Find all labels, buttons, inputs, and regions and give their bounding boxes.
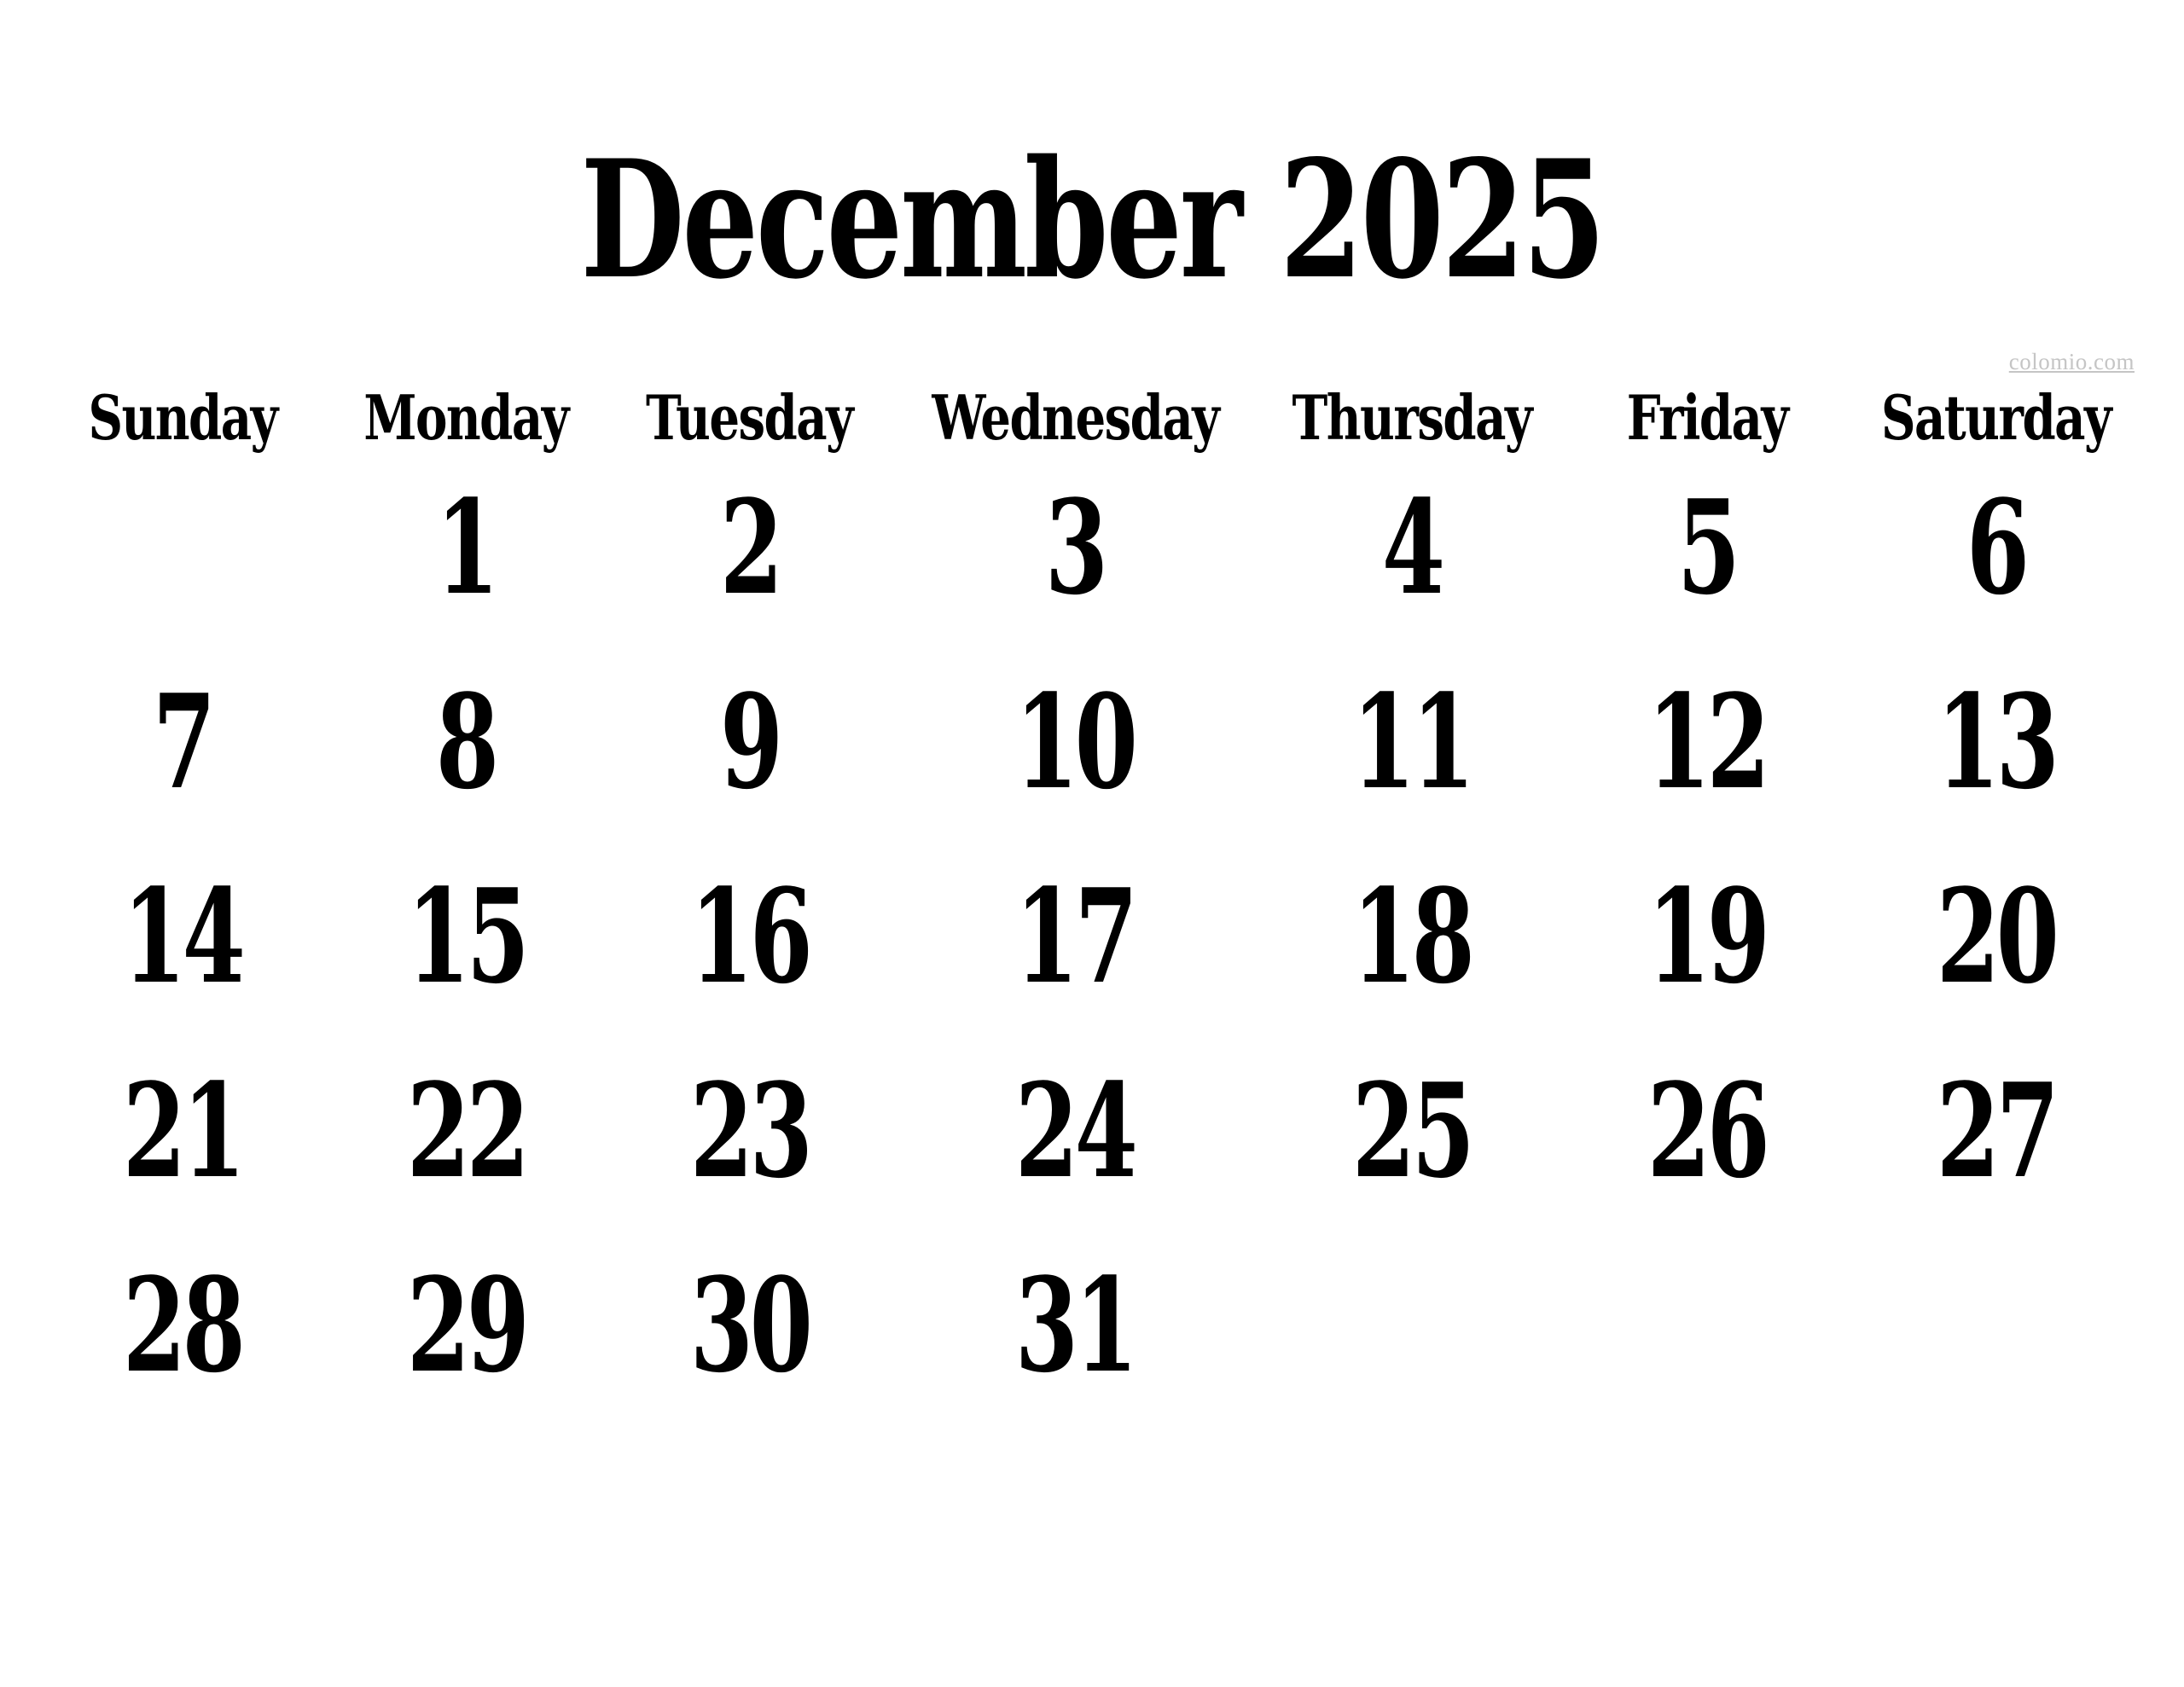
day-number: 3 xyxy=(1044,471,1105,623)
day-cell xyxy=(324,665,607,877)
weekday-header-sunday: Sunday xyxy=(88,381,277,454)
calendar-title: December 2025 xyxy=(580,125,1604,315)
weekday-header-saturday: Saturday xyxy=(1880,381,2111,454)
day-number: 15 xyxy=(406,860,526,1012)
day-cell xyxy=(607,1249,891,1460)
day-number: 31 xyxy=(1015,1249,1135,1401)
day-cell xyxy=(324,471,607,682)
day-number: 13 xyxy=(1936,665,2056,818)
weekday-header-friday: Friday xyxy=(1626,381,1788,454)
day-cell xyxy=(607,860,891,1071)
calendar-grid xyxy=(41,381,2143,1460)
day-number: 9 xyxy=(719,665,780,818)
day-cell xyxy=(1565,860,1849,1071)
day-cell xyxy=(1849,665,2143,877)
day-number: 27 xyxy=(1936,1054,2056,1207)
day-cell xyxy=(41,860,324,1071)
day-cell xyxy=(41,1054,324,1266)
day-cell xyxy=(1849,1054,2143,1266)
day-cell xyxy=(1565,471,1849,682)
day-number: 26 xyxy=(1647,1054,1767,1207)
day-number: 28 xyxy=(123,1249,242,1401)
day-number: 12 xyxy=(1647,665,1767,818)
day-cell xyxy=(1565,1266,1849,1460)
watermark-text: colomio.com xyxy=(2008,349,2135,374)
day-cell xyxy=(324,1054,607,1266)
day-number: 30 xyxy=(689,1249,810,1401)
day-number: 21 xyxy=(123,1054,242,1207)
day-cell xyxy=(1565,1054,1849,1266)
day-number: 29 xyxy=(406,1249,526,1401)
day-cell xyxy=(892,665,1259,877)
day-number: 18 xyxy=(1352,860,1472,1012)
day-number: 6 xyxy=(1966,471,2026,623)
day-number: 22 xyxy=(406,1054,526,1207)
day-cell xyxy=(1849,471,2143,682)
day-cell xyxy=(892,860,1259,1071)
weekday-header-tuesday: Tuesday xyxy=(646,381,853,454)
day-cell xyxy=(1258,665,1565,877)
day-cell xyxy=(1258,1054,1565,1266)
day-number: 4 xyxy=(1382,471,1442,623)
day-number: 2 xyxy=(719,471,780,623)
day-number: 7 xyxy=(153,665,213,818)
day-cell xyxy=(1849,860,2143,1071)
day-cell xyxy=(607,471,891,682)
day-cell xyxy=(1565,665,1849,877)
day-number: 23 xyxy=(689,1054,810,1207)
weekday-header-wednesday: Wednesday xyxy=(931,381,1218,454)
weekday-header-thursday: Thursday xyxy=(1292,381,1532,454)
day-number: 20 xyxy=(1936,860,2056,1012)
day-cell xyxy=(324,1249,607,1460)
day-cell xyxy=(892,471,1259,682)
day-number: 1 xyxy=(436,471,497,623)
weekday-header-monday: Monday xyxy=(363,381,568,454)
day-number: 8 xyxy=(436,665,497,818)
day-cell xyxy=(892,1054,1259,1266)
day-number: 5 xyxy=(1676,471,1737,623)
day-cell xyxy=(892,1249,1259,1460)
day-number: 16 xyxy=(689,860,810,1012)
day-cell xyxy=(1849,1266,2143,1460)
day-cell xyxy=(1258,471,1565,682)
day-cell xyxy=(1258,860,1565,1071)
day-cell xyxy=(324,860,607,1071)
day-cell xyxy=(607,1054,891,1266)
day-number: 10 xyxy=(1015,665,1135,818)
day-number: 17 xyxy=(1015,860,1135,1012)
day-cell xyxy=(41,1249,324,1460)
day-cell xyxy=(41,488,324,682)
day-cell xyxy=(607,665,891,877)
day-number: 14 xyxy=(123,860,242,1012)
day-number: 11 xyxy=(1352,665,1472,818)
day-cell xyxy=(41,665,324,877)
day-cell xyxy=(1258,1266,1565,1460)
day-number: 25 xyxy=(1352,1054,1472,1207)
day-number: 24 xyxy=(1015,1054,1135,1207)
day-number: 19 xyxy=(1647,860,1767,1012)
